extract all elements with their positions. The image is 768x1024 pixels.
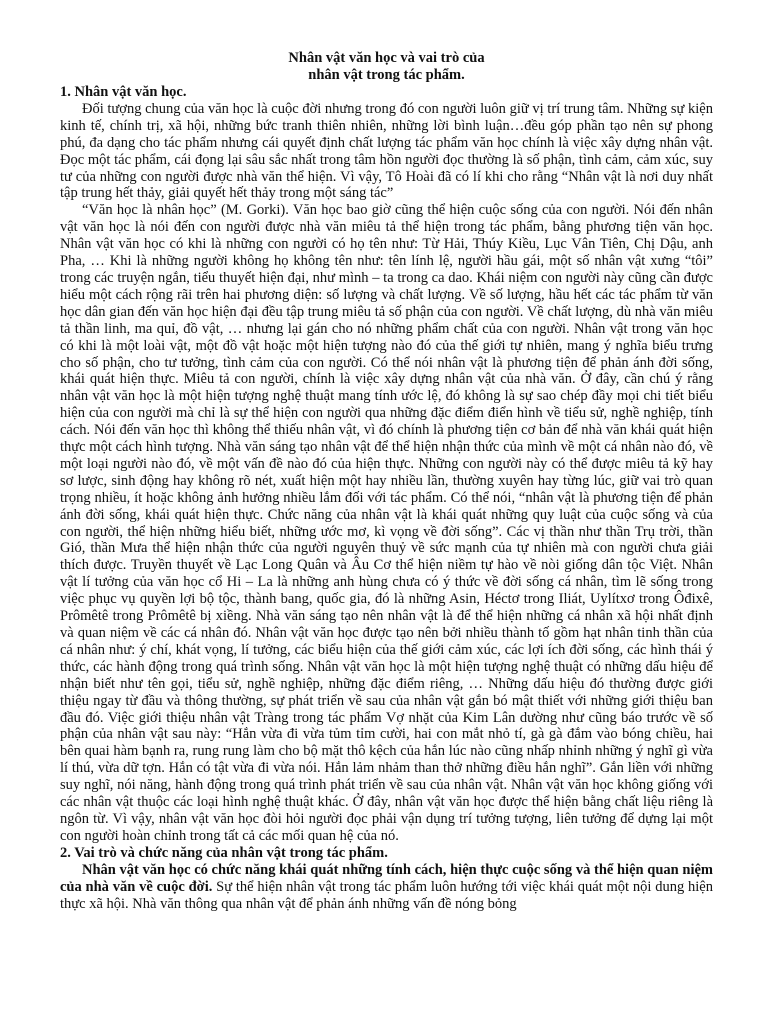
title-line-2: nhân vật trong tác phẩm.: [308, 66, 465, 83]
section-2-rest: Sự thể hiện nhân vật trong tác phẩm luôn hướng tới việc khái quát một nội dung hiện thực xã hội. Nhà văn thông qua nhân vật để phản ánh những vấn đề nóng bỏng: [60, 878, 713, 912]
section-2-lead-bold: Nhân vật văn học có chức năng khái quát những tính cách, hiện thực cuộc sống và thể hiện quan niệm của nhà văn về cuộc đời.: [60, 861, 713, 895]
section-1-heading: 1. Nhân vật văn học.: [60, 84, 187, 100]
section-2-heading: 2. Vai trò và chức năng của nhân vật trong tác phẩm.: [60, 844, 388, 861]
section-1-paragraph-1: Đối tượng chung của văn học là cuộc đời nhưng trong đó con người luôn giữ vị trí trung tâm. Những sự kiện kinh tế, chính trị, xã hội, những bức tranh thiên nhiên, những lời bình luận…đều góp phần tạo nên sự phong phú, đa dạng cho tác phẩm nhưng cái quyết định chất lượng tác phẩm văn học chính là việc xây dựng nhân vật. Đọc một tác phẩm, cái đọng lại sâu sắc nhất trong tâm hồn người đọc thường là số phận, tình cảm, cảm xúc, suy tư của những con người được nhà văn thể hiện. Vì vậy, Tô Hoài đã có lí khi cho rằng “Nhân vật là nơi duy nhất tập trung hết thảy, giải quyết hết thảy trong một sáng tác”: [60, 100, 713, 202]
section-2-paragraph-1: [60, 862, 713, 913]
title-line-1: Nhân vật văn học và vai trò của: [288, 50, 485, 66]
document-title: [60, 50, 713, 83]
section-1-paragraph-2: “Văn học là nhân học” (M. Gorki). Văn học bao giờ cũng thể hiện cuộc sống của con người. Nói đến nhân vật văn học là nói đến con người được nhà văn miêu tả thể hiện trong tác phẩm, bằng phương tiện văn học. Nhân vật văn học có khi là những con người có họ tên như: Từ Hải, Thúy Kiều, Lục Vân Tiên, Chị Dậu, anh Pha, … Khi là những người không họ không tên như: tên lính lệ, người hầu gái, một số nhân vật xưng “tôi” trong các truyện ngắn, tiểu thuyết hiện đại, như mình – ta trong ca dao. Khái niệm con người này cũng cần được hiểu một cách rộng rãi trên hai phương diện: số lượng và chất lượng. Về số lượng, hầu hết các tác phẩm từ văn học dân gian đến văn học hiện đại đều tập trung miêu tả số phận của con người. Về chất lượng, dù nhà văn miêu tả thần linh, ma quỉ, đồ vật, … nhưng lại gán cho nó những phẩm chất của con người. Nhân vật trong văn học có khi là một loài vật, một đồ vật hoặc một hiện tượng nào đó của thế giới tự nhiên, mang ý nghĩa biểu trưng cho số phận, cho tư tưởng, tình cảm của con người. Có thể nói nhân vật là phương tiện để phản ánh đời sống, khái quát hiện thực. Miêu tả con người, chính là việc xây dựng nhân vật của nhà văn. Ở đây, cần chú ý rằng nhân vật văn học là một hiện tượng nghệ thuật mang tính ước lệ, đó không là sự sao chép đầy mọi chi tiết biểu hiện của con người mà chỉ là sự thể hiện con người qua những đặc điểm điển hình về tiểu sử, nghề nghiệp, tính cách. Nói đến văn học thì không thể thiếu nhân vật, vì đó chính là phương tiện cơ bản để nhà văn khái quát hiện thực một cách hình tượng. Nhà văn sáng tạo nhân vật để thể hiện nhận thức của mình về một cá nhân nào đó, về một loại người nào đó, về một vấn đề nào đó của hiện thực. Những con người này có thể được miêu tả kỹ hay sơ lược, sinh động hay không rõ nét, xuất hiện một hay nhiều lần, thường xuyên hay từng lúc, giữ vai trò quan trọng nhiều, ít hoặc không ảnh hưởng nhiều lắm đối với tác phẩm. Có thể nói, “nhân vật là phương tiện để phản ánh đời sống, khái quát hiện thực. Chức năng của nhân vật là khái quát những quy luật của cuộc sống và của con người, thể hiện những hiểu biết, những ước mơ, kì vọng về đời sống”. Các vị thần như thần Trụ trời, thần Gió, thần Mưa thể hiện nhận thức của người nguyên thuỷ về sức mạnh của tự nhiên mà con người chưa giải thích được. Truyền thuyết về Lạc Long Quân và Âu Cơ thể hiện niềm tự hào về nòi giống dân tộc Việt. Nhân vật lí tưởng của văn học cổ Hi – La là những anh hùng chưa có ý thức về đời sống cá nhân, tìm lẽ sống trong việc phục vụ quyền lợi bộ tộc, thành bang, quốc gia, đó là những Asin, Héctơ trong Iliát, Uylítxơ trong Ôđixê, Prômêtê trong Prômêtê bị xiềng. Nhà văn sáng tạo nên nhân vật là để thể hiện những cá nhân xã hội nhất định và quan niệm về các cá nhân đó. Nhân vật văn học được tạo nên bởi nhiều thành tố gồm hạt nhân tinh thần của cá nhân như: ý chí, khát vọng, lí tưởng, các biểu hiện của thế giới cảm xúc, các lợi ích đời sống, các hình thái ý thức, các hành động trong quá trình sống. Nhân vật văn học là một hiện tượng nghệ thuật có những dấu hiệu để nhận biết như tên gọi, tiểu sử, nghề nghiệp, những đặc điểm riêng, … Những dấu hiệu đó thường được giới thiệu ngay từ đầu và thông thường, sự phát triển về sau của nhân vật gắn bó mật thiết với những giới thiệu ban đầu đó. Việc giới thiệu nhân vật Tràng trong tác phẩm Vợ nhặt của Kim Lân dường như cũng báo trước về số phận của nhân vật sau này: “Hắn vừa đi vừa tủm tỉm cười, hai con mắt nhỏ tí, gà gà đắm vào bóng chiều, hai bên quai hàm bạnh ra, rung rung làm cho bộ mặt thô kệch của hắn lúc nào cũng nhấp nhỉnh những ý nghĩ gì vừa lí thú, vừa dữ tợn. Hắn có tật vừa đi vừa nói. Hắn lảm nhảm than thở những điều hắn nghĩ”. Gắn liền với những suy nghĩ, nói năng, hành động trong quá trình phát triển về sau của nhân vật. Nhân vật văn học không giống với các nhân vật thuộc các loại hình nghệ thuật khác. Ở đây, nhân vật văn học được thể hiện bằng chất liệu riêng là ngôn từ. Vì vậy, nhân vật văn học đòi hỏi người đọc phải vận dụng trí tưởng tượng, liên tưởng để dựng lại một con người hoàn chỉnh trong tất cả các mối quan hệ của nó.: [60, 202, 713, 844]
